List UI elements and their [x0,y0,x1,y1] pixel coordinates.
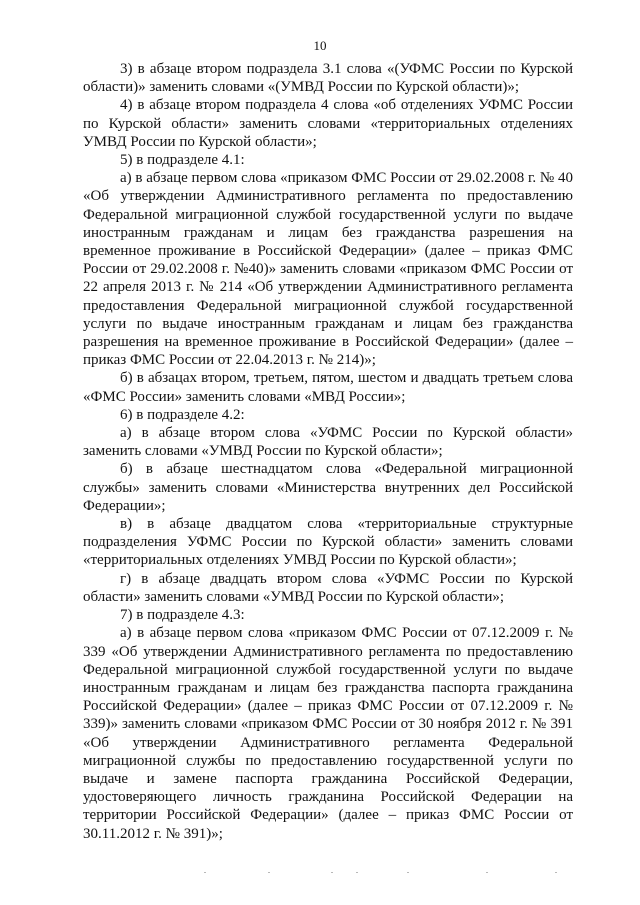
paragraph-subitem-6a: а) в абзаце втором слова «УФМС России по Курской области» заменить словами «УМВД России по Курской области»; [83,425,573,460]
paragraph-subitem-6v: в) в абзаце двадцатом слова «территориальные структурные подразделения УФМС России по Курской области» заменить словами «территориальных отделениях УМВД России по Курской области»; [83,516,573,569]
paragraph-subitem-5a: а) в абзаце первом слова «приказом ФМС России от 29.02.2008 г. № 40 «Об утверждении Административного регламента по предоставлению Федеральной миграционной службой государственной услуги по выдаче иностранным гражданам и лицам без гражданства разрешения на временное проживание в Российской Федерации» (далее – приказ ФМС России от 29.02.2008 г. №40)» заменить словами «приказом ФМС России от 22 апреля 2013 г. № 214 «Об утверждении Административного регламента предоставления Федеральной миграционной службой государственной услуги по выдаче иностранным гражданам и лицам без гражданства разрешения на временное проживание в Российской Федерации» (далее – приказ ФМС России от 22.04.2013 г. № 214)»; [83,170,573,369]
paragraph-subitem-7a: а) в абзаце первом слова «приказом ФМС России от 07.12.2009 г. № 339 «Об утверждении Административного регламента по предоставлению Федеральной миграционной службой государственной услуги по выдаче иностранным гражданам и лицам без гражданства паспорта гражданина Российской Федерации» (далее – приказ ФМС России от 07.12.2009 г. № 339)» заменить словами «приказом ФМС России от 30 ноября 2012 г. № 391 «Об утверждении Административного регламента Федеральной миграционной службы по предоставлению государственной услуги по выдаче и замене паспорта гражданина Российской Федерации, удостоверяющего личность гражданина Российской Федерации на территории Российской Федерации» (далее – приказ ФМС России от 30.11.2012 г. № 391)»; [83,625,573,842]
paragraph-item-3: 3) в абзаце втором подраздела 3.1 слова «(УФМС России по Курской области)» заменить словами «(УМВД России по Курской области)»; [83,61,573,96]
document-body [83,60,573,843]
page-number: 10 [313,38,327,53]
paragraph-item-7: 7) в подразделе 4.3: [120,607,245,624]
paragraph-subitem-6b: б) в абзаце шестнадцатом слова «Федеральной миграционной службы» заменить словами «Министерства внутренних дел Российской Федерации»; [83,461,573,514]
paragraph-item-4: 4) в абзаце втором подраздела 4 слова «об отделениях УФМС России по Курской области» заменить словами «территориальных отделениях УМВД России по Курской области»; [83,97,573,150]
paragraph-item-5: 5) в подразделе 4.1: [120,152,245,169]
scan-artifact-dots [0,872,640,882]
paragraph-item-6: 6) в подразделе 4.2: [120,406,245,423]
paragraph-subitem-5b: б) в абзацах втором, третьем, пятом, шестом и двадцать третьем слова «ФМС России» заменить словами «МВД России»; [83,370,573,405]
paragraph-subitem-6g: г) в абзаце двадцать втором слова «УФМС России по Курской области» заменить словами «УМВД России по Курской области»; [83,570,573,605]
